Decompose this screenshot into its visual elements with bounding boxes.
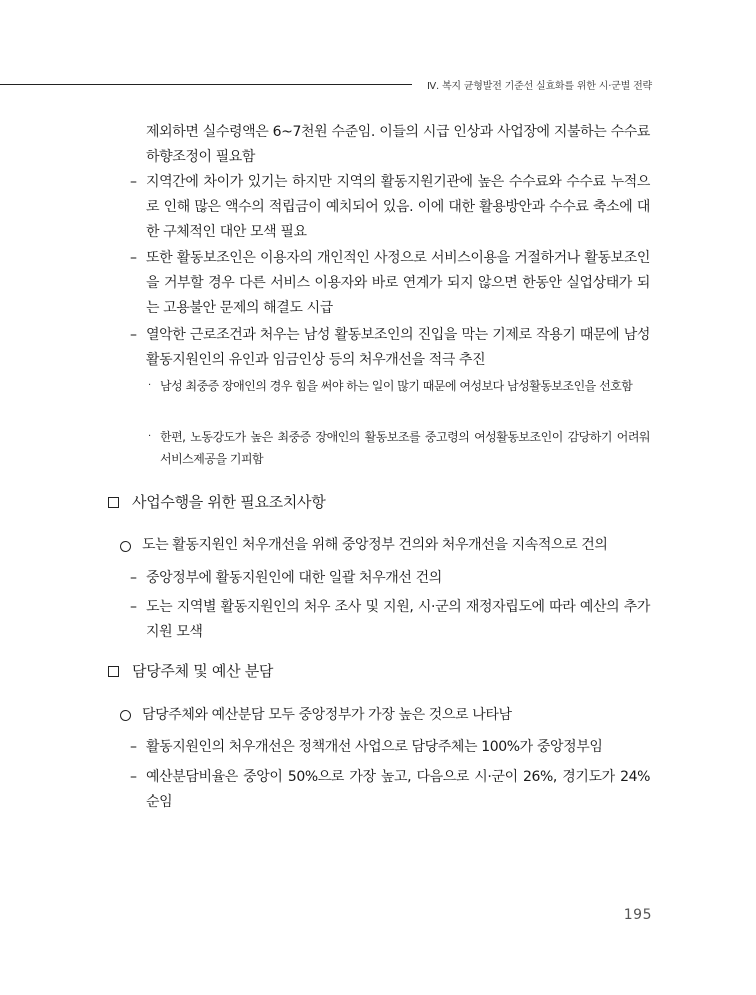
dot-item: 한편, 노동강도가 높은 최중증 장애인의 활동보조를 중고령의 여성활동보조인이 감당하기 어려워 서비스제공을 기피함 (160, 430, 650, 466)
dash-marker: – (130, 599, 137, 615)
dash-marker: – (130, 250, 137, 266)
dash-item: 활동지원인의 처우개선은 정책개선 사업으로 담당주체는 100%가 중앙정부임 (146, 739, 603, 755)
dash-marker: – (130, 327, 137, 343)
dot-item: 남성 최중증 장애인의 경우 힘을 써야 하는 일이 많기 때문에 여성보다 남성활동보조인을 선호함 (160, 379, 633, 393)
dash-marker: – (130, 570, 137, 586)
dash-marker: – (130, 769, 137, 785)
dot-marker: · (148, 380, 152, 391)
circle-bullet-icon (120, 541, 131, 552)
dash-item: 도는 지역별 활동지원인의 처우 조사 및 지원, 시·군의 재정자립도에 따라 예산의 추가지원 모색 (146, 599, 650, 640)
header-rule (0, 84, 412, 85)
dot-marker: · (148, 431, 152, 442)
running-header: Ⅳ. 복지 균형발전 기준선 실효화를 위한 시·군별 전략 (426, 81, 652, 92)
circle-bullet-icon (120, 710, 131, 721)
section-title: 사업수행을 위한 필요조치사항 (132, 493, 326, 511)
dash-item: 지역간에 차이가 있기는 하지만 지역의 활동지원기관에 높은 수수료와 수수료 누적으로 인해 많은 액수의 적립금이 예치되어 있음. 이에 대한 활용방안과 수수료 축소에 대한 구체적인 대안 모색 필요 (146, 174, 650, 240)
dash-item: 또한 활동보조인은 이용자의 개인적인 사정으로 서비스이용을 거절하거나 활동보조인을 거부할 경우 다른 서비스 이용자와 바로 연계가 되지 않으면 한동안 실업상태가 되는 고용불안 문제의 해결도 시급 (146, 250, 650, 316)
dash-marker: – (130, 739, 137, 755)
dash-item: 중앙정부에 활동지원인에 대한 일괄 처우개선 건의 (146, 570, 442, 586)
section-box-icon (108, 666, 119, 677)
circle-item: 도는 활동지원인 처우개선을 위해 중앙정부 건의와 처우개선을 지속적으로 건의 (142, 537, 608, 553)
dash-item: 열악한 근로조건과 처우는 남성 활동보조인의 진입을 막는 기제로 작용기 때문에 남성 활동지원인의 유인과 임금인상 등의 처우개선을 적극 추진 (146, 327, 650, 368)
section-title: 담당주체 및 예산 분담 (132, 662, 274, 680)
dash-marker: – (130, 174, 137, 190)
circle-item: 담당주체와 예산분담 모두 중앙정부가 가장 높은 것으로 나타남 (142, 707, 512, 723)
page-number: 195 (623, 907, 652, 923)
dash-item: 예산분담비율은 중앙이 50%으로 가장 높고, 다음으로 시·군이 26%, 경기도가 24% 순임 (146, 769, 650, 810)
continued-paragraph: 제외하면 실수령액은 6~7천원 수준임. 이들의 시급 인상과 사업장에 지불하는 수수료 하향조정이 필요함 (146, 124, 650, 165)
section-box-icon (108, 497, 119, 508)
